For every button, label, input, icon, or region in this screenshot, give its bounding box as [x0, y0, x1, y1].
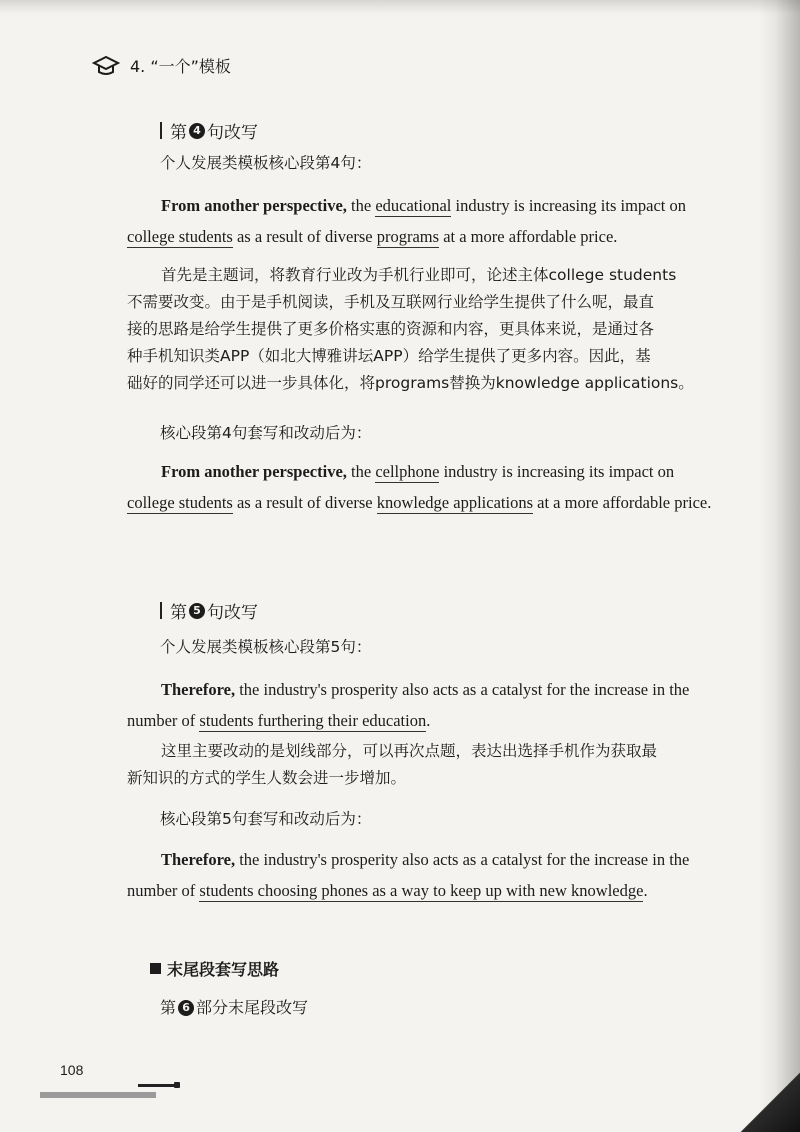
section4-rewritten-sentence: From another perspective, the cellphone industry is increasing its impact on college students as a result of diverse knowledge applications at a more affordable price. [127, 462, 712, 512]
title-bar [160, 122, 162, 139]
section4-label: 个人发展类模板核心段第4句： [160, 154, 372, 172]
section4-title: 第 4 句改写 [160, 118, 258, 143]
title-bar [160, 602, 162, 619]
section5-rewrite-label: 核心段第5句套写和改动后为： [160, 810, 372, 828]
header-text: 4. “一个”模板 [130, 57, 231, 76]
section5-title: 第 5 句改写 [160, 598, 258, 623]
spine-shadow [758, 0, 800, 1132]
circled-number: 6 [178, 1000, 194, 1016]
section4-rewrite-label: 核心段第4句套写和改动后为： [160, 424, 372, 442]
section4-explanation: 首先是主题词，将教育行业改为手机行业即可，论述主体college students 不需要改变。由于是手机阅读，手机及互联网行业给学生提供了什么呢，最直 接的思路是给学生提供了更多价格实惠的资源和内容，更具体来说，是通过各 种手机知识类APP（如北大博雅讲坛APP）给学生提供了更多内容。因此，基 础好的同学还可以进一步具体化，将programs替换为knowledge applications。 [127, 266, 694, 392]
section5-original-sentence: Therefore, the industry's prosperity also acts as a catalyst for the increase in the number of students furthering their education. [127, 680, 690, 730]
page-corner-curl [740, 1072, 800, 1132]
square-bullet-icon [150, 963, 161, 974]
section5-explanation: 这里主要改动的是划线部分，可以再次点题，表达出选择手机作为获取最 新知识的方式的学生人数会进一步增加。 [127, 742, 658, 787]
circled-number: 4 [189, 123, 205, 139]
footer-bar [40, 1092, 156, 1098]
top-shadow [0, 0, 800, 14]
section4-original-sentence: From another perspective, the educational industry is increasing its impact on college students as a result of diverse programs at a more affordable price. [127, 196, 687, 246]
ending-heading: 末尾段套写思路 [150, 957, 279, 980]
footer-line [138, 1084, 178, 1087]
graduation-cap-icon [92, 55, 120, 77]
page-number: 108 [60, 1062, 84, 1078]
section5-label: 个人发展类模板核心段第5句： [160, 638, 372, 656]
running-header [92, 54, 231, 77]
ending-part-title: 第 6 部分末尾段改写 [160, 998, 309, 1017]
footer-dot [174, 1082, 180, 1088]
section5-rewritten-sentence: Therefore, the industry's prosperity also acts as a catalyst for the increase in the number of students choosing phones as a way to keep up with new knowledge. [127, 850, 690, 900]
circled-number: 5 [189, 603, 205, 619]
